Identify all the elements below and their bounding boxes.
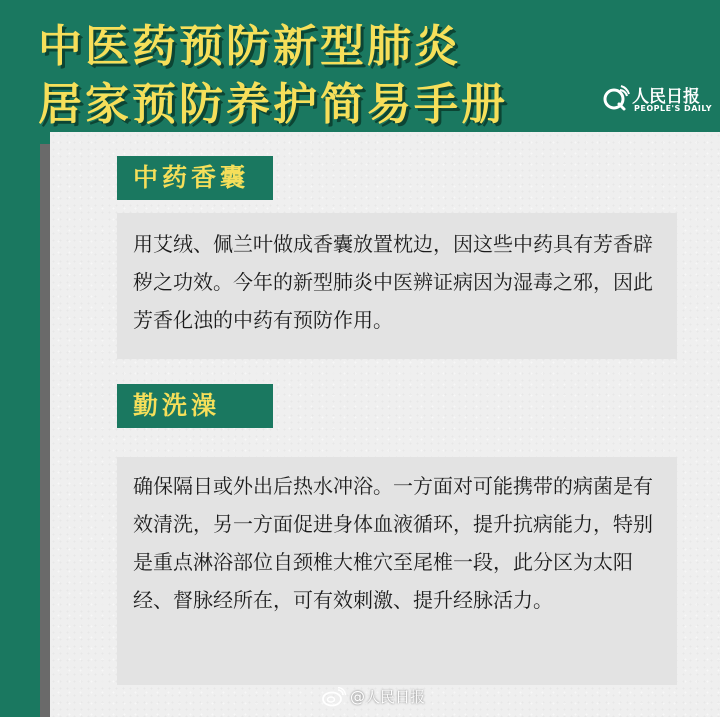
- people-daily-logo-icon: [602, 84, 630, 112]
- page-title-line-1: 中医药预防新型肺炎: [38, 21, 461, 72]
- people-daily-logo: [602, 80, 712, 120]
- logo-name-cn: 人民日报: [632, 87, 700, 107]
- section-body-bathing: [117, 457, 677, 685]
- logo-name-en: PEOPLE'S DAILY: [634, 104, 713, 113]
- section-body-text: 确保隔日或外出后热水冲浴。一方面对可能携带的病菌是有效清洗，另一方面促进身体血液循环，提升抗病能力，特别是重点淋浴部位自颈椎大椎穴至尾椎一段，此分区为太阳经、督脉经所在，可有效刺激、提升经脉活力。: [133, 474, 653, 612]
- section-heading-bathing: 勤洗澡: [117, 384, 273, 428]
- watermark-text: @人民日报: [350, 688, 426, 706]
- weibo-icon: [322, 687, 346, 707]
- header-banner: [0, 0, 720, 140]
- section-body-text: 用艾绒、佩兰叶做成香囊放置枕边，因这些中药具有芳香辟秽之功效。今年的新型肺炎中医辨证病因为湿毒之邪，因此芳香化浊的中药有预防作用。: [133, 232, 653, 332]
- weibo-watermark: [322, 686, 425, 707]
- section-body-sachet: [117, 213, 677, 359]
- paper-shadow: [40, 144, 50, 717]
- section-heading-sachet: 中药香囊: [117, 156, 273, 200]
- page-title-line-2: 居家预防养护简易手册: [38, 79, 508, 130]
